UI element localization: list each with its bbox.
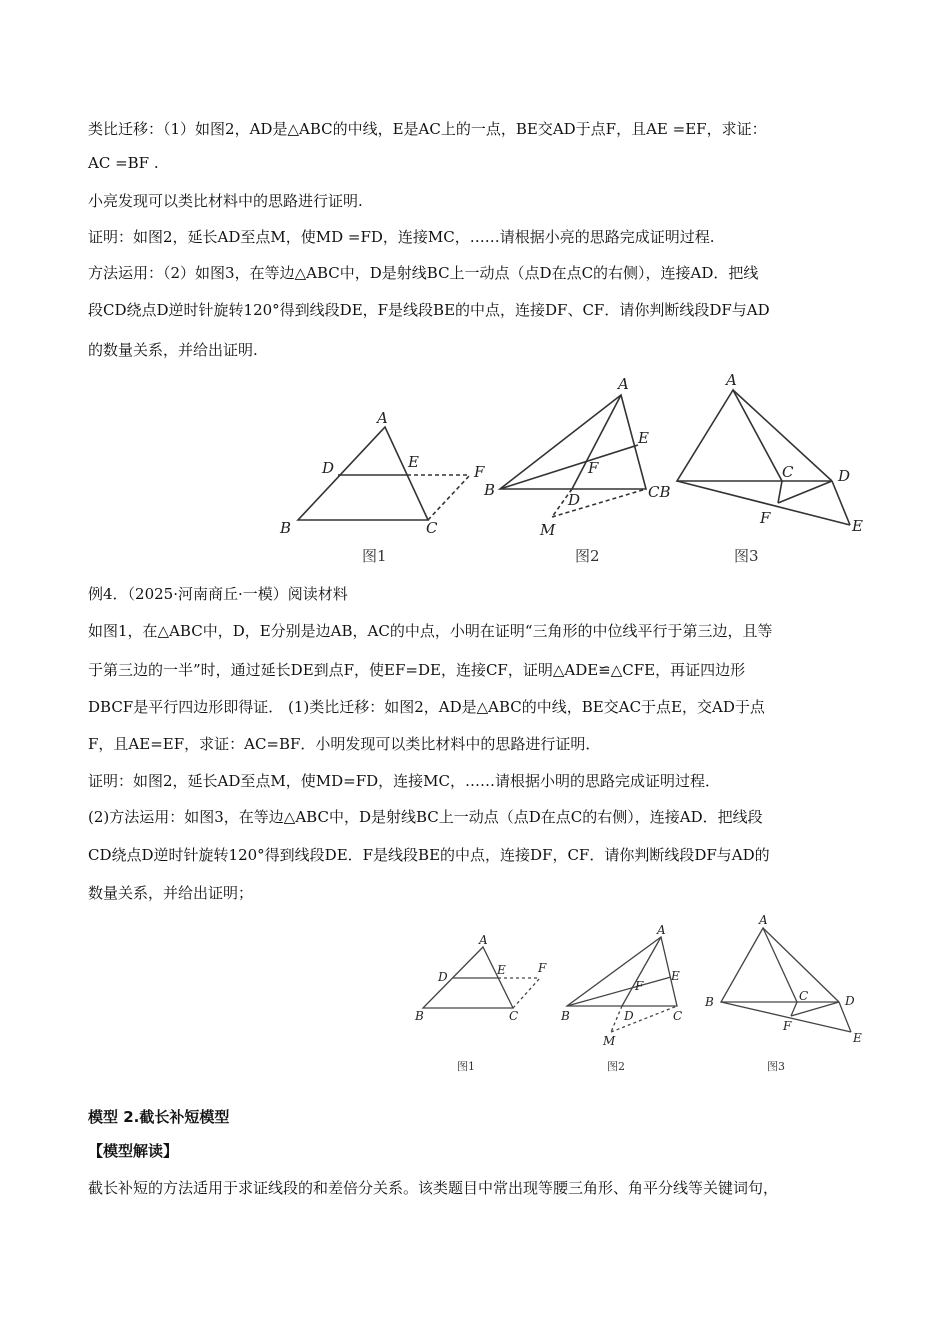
top-fig2-label-f: F bbox=[588, 459, 599, 477]
bottom-fig3 bbox=[721, 928, 851, 1032]
top-fig2-label-m: M bbox=[540, 521, 556, 539]
bottom-fig2-label-f: F bbox=[635, 979, 644, 993]
bottom-fig1-label-d: D bbox=[438, 970, 448, 984]
section1-line7: 的数量关系，并给出证明. bbox=[88, 341, 258, 359]
bottom-fig3-label-a: A bbox=[759, 913, 768, 927]
bottom-fig3-label-e: E bbox=[853, 1031, 862, 1045]
section1-line5: 方法运用：（2）如图3，在等边△ABC中，D是射线BC上一动点（点D在点C的右侧），连接AD．把线 bbox=[88, 264, 759, 282]
top-fig3-caption: 图3 bbox=[734, 547, 759, 565]
example4-line5: F，且AE=EF，求证：AC=BF．小明发现可以类比材料中的思路进行证明． bbox=[88, 735, 601, 753]
bottom-fig3-caption: 图3 bbox=[767, 1060, 785, 1073]
example4-line3: 于第三边的一半”时，通过延长DE到点F，使EF=DE，连接CF，证明△ADE≌△CFE，再证四边形 bbox=[88, 661, 746, 679]
bottom-fig2-label-a: A bbox=[657, 923, 666, 937]
top-fig1-label-f: F bbox=[474, 463, 485, 481]
bottom-fig1-label-c: C bbox=[509, 1009, 519, 1023]
example4-line2: 如图1，在△ABC中，D，E分别是边AB，AC的中点，小明在证明“三角形的中位线平行于第三边，且等 bbox=[88, 622, 773, 640]
bottom-figures bbox=[405, 910, 875, 1080]
bottom-fig3-label-f: F bbox=[783, 1019, 792, 1033]
top-fig1-label-d: D bbox=[322, 459, 335, 477]
bottom-fig3-label-d: D bbox=[845, 994, 855, 1008]
top-fig3-label-c: C bbox=[782, 463, 794, 481]
bottom-fig1-label-a: A bbox=[479, 933, 488, 947]
bottom-fig2-label-m: M bbox=[603, 1034, 616, 1048]
example4-line1: 例4．（2025·河南商丘·一模）阅读材料 bbox=[88, 585, 348, 603]
section1-line1: 类比迁移：（1）如图2，AD是△ABC的中线，E是AC上的一点，BE交AD于点F，且AE =EF，求证： bbox=[88, 120, 767, 138]
example4-line6: 证明：如图2，延长AD至点M，使MD=FD，连接MC，……请根据小明的思路完成证明过程． bbox=[88, 772, 720, 790]
bottom-fig2-caption: 图2 bbox=[607, 1060, 625, 1073]
top-fig1-label-a: A bbox=[377, 409, 388, 427]
top-fig3-label-a: A bbox=[726, 371, 737, 389]
bottom-fig1-caption: 图1 bbox=[457, 1060, 475, 1073]
top-fig1-label-e: E bbox=[408, 453, 419, 471]
example4-line9: 数量关系，并给出证明； bbox=[88, 884, 254, 902]
bottom-fig1-label-f: F bbox=[538, 961, 547, 975]
top-fig2-label-d: D bbox=[568, 491, 581, 509]
bottom-fig1-label-b: B bbox=[415, 1009, 424, 1023]
top-fig2-label-e: E bbox=[638, 429, 649, 447]
top-fig2-caption: 图2 bbox=[575, 547, 600, 565]
bottom-fig2-label-c: C bbox=[673, 1009, 683, 1023]
top-fig1-label-c: C bbox=[426, 519, 438, 537]
top-fig2-label-cb: CB bbox=[648, 483, 671, 501]
top-fig2-label-b: B bbox=[484, 481, 496, 499]
top-fig3-label-f: F bbox=[760, 509, 771, 527]
top-fig2-label-a: A bbox=[618, 375, 629, 393]
model2-title: 模型 2.截长补短模型 bbox=[88, 1108, 230, 1126]
top-figures bbox=[270, 365, 880, 575]
bottom-fig2-label-d: D bbox=[624, 1009, 634, 1023]
section1-line2: AC =BF . bbox=[88, 154, 159, 172]
section1-line4: 证明：如图2，延长AD至点M，使MD =FD，连接MC，……请根据小亮的思路完成证明过程. bbox=[88, 228, 715, 246]
bottom-fig3-label-b: B bbox=[705, 995, 714, 1009]
top-fig1-caption: 图1 bbox=[362, 547, 387, 565]
bottom-fig3-label-c: C bbox=[799, 989, 809, 1003]
top-fig1-label-b: B bbox=[280, 519, 292, 537]
example4-line8: CD绕点D逆时针旋转120°得到线段DE．F是线段BE的中点，连接DF，CF．请你判断线段DF与AD的 bbox=[88, 846, 770, 864]
model2-body: 截长补短的方法适用于求证线段的和差倍分关系。该类题目中常出现等腰三角形、角平分线等关键词句， bbox=[88, 1179, 779, 1197]
model2-subtitle: 【模型解读】 bbox=[88, 1142, 179, 1160]
bottom-fig2 bbox=[567, 937, 677, 1032]
bottom-fig2-label-b: B bbox=[561, 1009, 570, 1023]
bottom-fig1-label-e: E bbox=[497, 963, 506, 977]
section1-line3: 小亮发现可以类比材料中的思路进行证明. bbox=[88, 192, 363, 210]
top-fig3 bbox=[677, 390, 850, 525]
section1-line6: 段CD绕点D逆时针旋转120°得到线段DE，F是线段BE的中点，连接DF、CF．请你判断线段DF与AD bbox=[88, 301, 770, 319]
top-fig3-label-e: E bbox=[852, 517, 863, 535]
top-fig3-label-d: D bbox=[838, 467, 851, 485]
example4-line4: DBCF是平行四边形即得证． (1)类比迁移：如图2，AD是△ABC的中线，BE交AC于点E，交AD于点 bbox=[88, 698, 765, 716]
example4-line7: (2)方法运用：如图3，在等边△ABC中，D是射线BC上一动点（点D在点C的右侧），连接AD．把线段 bbox=[88, 808, 763, 826]
bottom-fig2-label-e: E bbox=[671, 969, 680, 983]
